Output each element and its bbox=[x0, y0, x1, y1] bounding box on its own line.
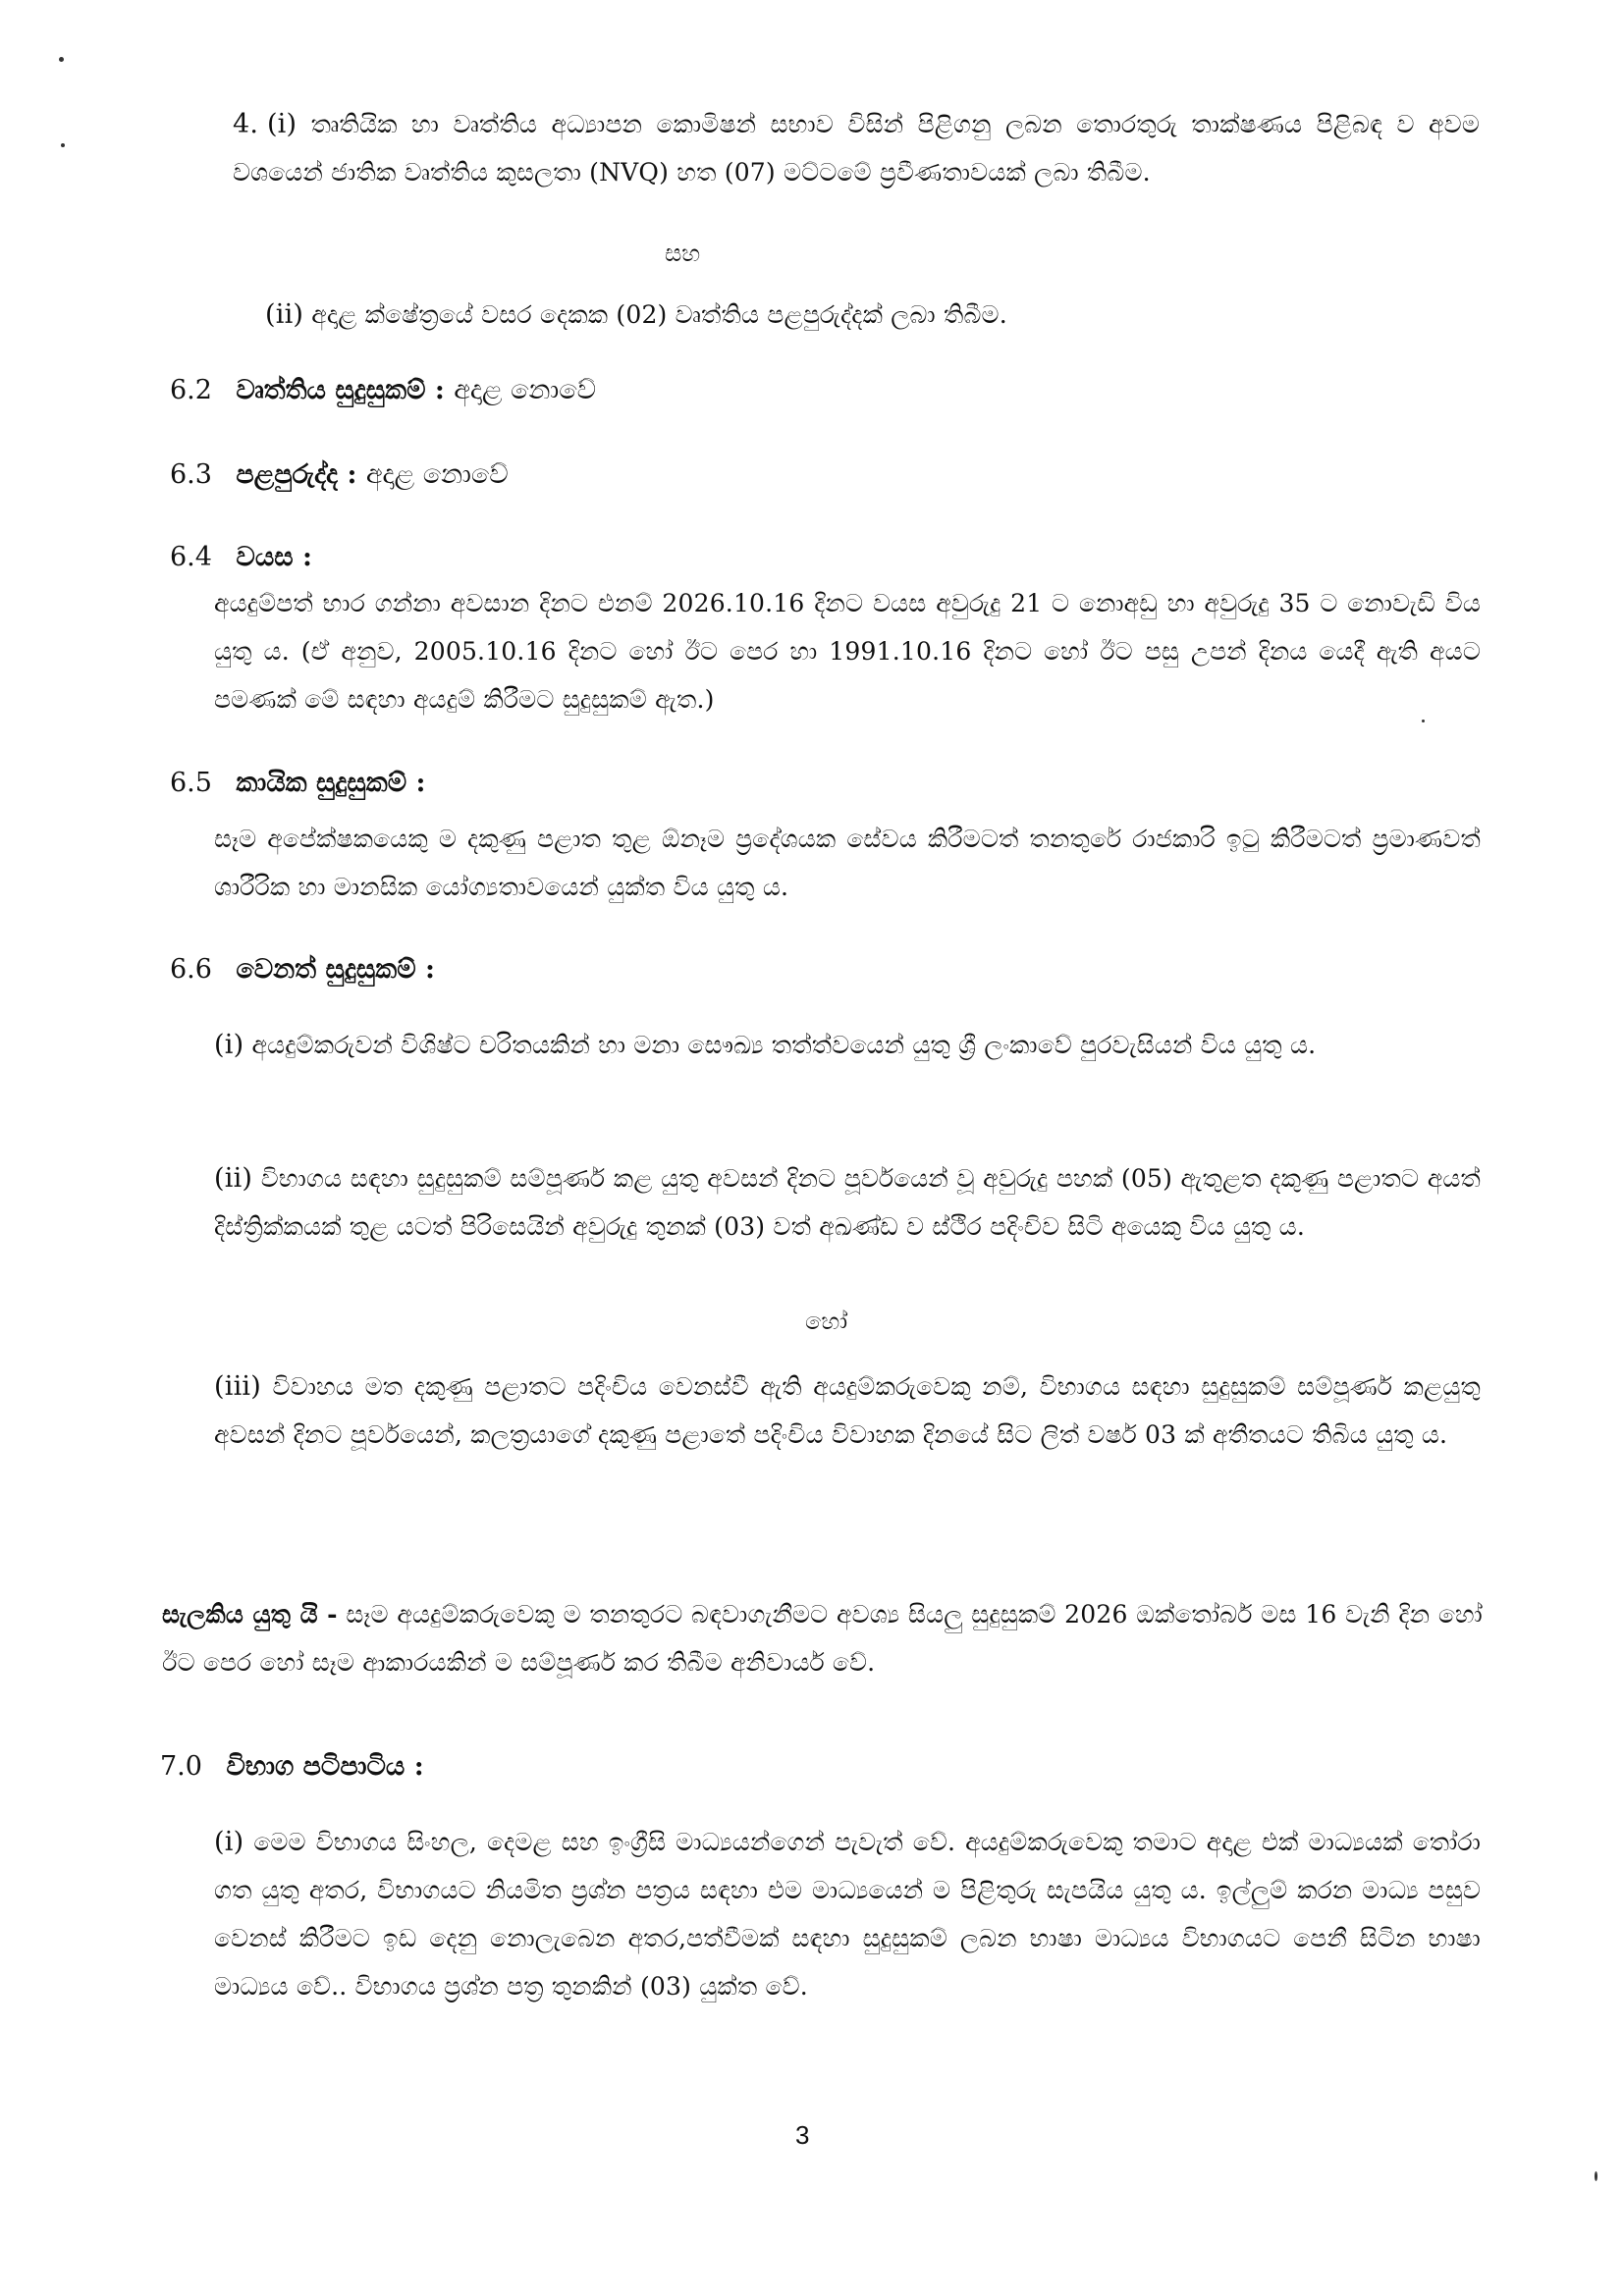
section-6-4-number: 6.4 bbox=[170, 542, 212, 572]
section-6-6-item-i bbox=[214, 1021, 1481, 1069]
item-4-part-ii-marker: (ii) bbox=[265, 299, 304, 330]
section-7-0-number: 7.0 bbox=[160, 1751, 202, 1782]
section-6-6-item-i-marker: (i) bbox=[214, 1030, 244, 1060]
section-6-6-item-iii bbox=[214, 1362, 1481, 1459]
section-6-6-item-ii-marker: (ii) bbox=[214, 1163, 253, 1194]
page-number: 3 bbox=[795, 2120, 810, 2150]
section-6-6-item-iii-text: විවාහය මත දකුණු පළාතට පදිංචිය වෙනස්වී ඇති අයදුම්කරුවෙකු නම්, විභාගය සඳහා සුදුසුකම් සම්පූර්ණ කළයුතු අවසන් දිනට පූර්වයෙන්, කලත්‍රයාගේ දකුණු පළාතේ පදිංචිය විවාහක දිනයේ සිට ලිත් වර්ෂ 03 ක් අතීතයට තිබිය යුතු ය. bbox=[214, 1372, 1481, 1449]
section-6-6-number: 6.6 bbox=[170, 954, 212, 985]
section-6-3-value: අදාළ නොවේ bbox=[365, 459, 509, 490]
section-6-5-text: සෑම අපේක්ෂකයෙකු ම දකුණු පළාත තුළ ඕනෑම ප්‍රදේශයක සේවය කිරීමටත් තනතුරේ රාජකාරි ඉටු කිරීමටත් ප්‍රමාණවත් ශාරීරික හා මානසික යෝග්‍යතාවයෙන් යුක්ත විය යුතු ය. bbox=[214, 825, 1481, 901]
section-6-6-item-i-text: අයදුම්කරුවන් විශිෂ්ට චරිතයකින් හා මනා සෞඛ්‍ය තත්ත්වයෙන් යුතු ශ්‍රී ලංකාවේ පුරවැසියන් විය යුතු ය. bbox=[251, 1031, 1317, 1059]
important-note-label: සැලකිය යුතු යි - bbox=[162, 1600, 338, 1629]
section-7-0-title: විභාග පටිපාටිය : bbox=[226, 1751, 424, 1782]
section-6-5-number: 6.5 bbox=[170, 768, 212, 798]
section-7-0 bbox=[160, 1747, 424, 1787]
section-6-4-title: වයස : bbox=[236, 542, 313, 572]
scan-speck bbox=[59, 57, 64, 62]
section-7-0-item-i-text: මෙම විභාගය සිංහල, දෙමළ සහ ඉංග්‍රීසි මාධ්‍යයන්ගෙන් පැවැත් වේ. අයදුම්කරුවෙකු තමාට අදාළ එක් මාධ්‍යයක් තෝරා ගත යුතු අතර, විභාගයට නියමිත ප්‍රශ්න පත්‍රය සඳහා එම මාධ්‍යයෙන් ම පිළිතුරු සැපයිය යුතු ය. ඉල්ලුම් කරන මාධ්‍ය පසුව වෙනස් කිරීමට ඉඩ දෙනු නොලැබෙන අතර,පත්වීමක් සඳහා සුදුසුකම් ලබන භාෂා මාධ්‍යය විභාගයට පෙනී සිටින භාෂා මාධ්‍යය වේ.. විභාගය ප්‍රශ්න පත්‍ර තුනකින් (03) යුක්ත වේ. bbox=[214, 1828, 1481, 2001]
section-6-6-connector: හෝ bbox=[805, 1308, 848, 1335]
item-4-part-ii bbox=[265, 291, 1483, 339]
section-6-4 bbox=[170, 538, 312, 577]
scan-speck bbox=[61, 143, 65, 147]
item-4-part-i-text: තෘතියික හා වෘත්තිය අධ්‍යාපන කොමිෂන් සභාව විසින් පිළිගනු ලබන තොරතුරු තාක්ෂණය පිළිබඳ ව අවම වශයෙන් ජාතික වෘත්තිය කුසලතා (NVQ) හත (07) මට්ටමේ ප්‍රවීණතාවයක් ලබා තිබීම. bbox=[233, 110, 1480, 187]
section-6-5 bbox=[170, 764, 425, 803]
section-6-6-item-ii-text: විභාගය සඳහා සුදුසුකම් සම්පූර්ණ කළ යුතු අවසන් දිනට පූර්වයෙන් වූ අවුරුදු පහක් (05) ඇතුළත දකුණු පළාතට අයත් දිස්ත්‍රික්කයක් තුළ යටත් පිරිසෙයින් අවුරුදු තුනක් (03) වත් අඛණ්ඩ ව ස්ථිර පදිංචිව සිටි අයෙකු විය යුතු ය. bbox=[214, 1164, 1481, 1241]
section-6-4-text: අයදුම්පත් භාර ගන්නා අවසාන දිනට එනම් 2026.10.16 දිනට වයස අවුරුදු 21 ට නොඅඩු හා අවුරුදු 35 ට නොවැඩි විය යුතු ය. (ඒ අනුව, 2005.10.16 දිනට හෝ ඊට පෙර හා 1991.10.16 දිනට හෝ ඊට පසු උපන් දිනය යෙදී ඇති අයට පමණක් මේ සඳහා අයදුම් කිරීමට සුදුසුකම් ඇත.) bbox=[214, 589, 1481, 714]
section-7-0-item-i-marker: (i) bbox=[214, 1827, 244, 1857]
section-6-6-item-iii-marker: (iii) bbox=[214, 1371, 261, 1402]
section-7-0-item-i bbox=[214, 1818, 1481, 2010]
section-6-3 bbox=[170, 455, 509, 495]
important-note-text: සෑම අයදුම්කරුවෙකු ම තනතුරට බඳවාගැනීමට අවශ්‍ය සියලු සුදුසුකම් 2026 ඔක්තෝබර් මස 16 වැනි දින හෝ ඊට පෙර හෝ සෑම ආකාරයකින් ම සම්පූර්ණ කර තිබීම අනිවාර්ය වේ. bbox=[162, 1600, 1483, 1677]
section-6-3-number: 6.3 bbox=[170, 459, 212, 490]
section-6-6-title: වෙනත් සුදුසුකම් : bbox=[236, 954, 435, 985]
item-4-part-ii-text: අදාළ ක්ෂේත්‍රයේ වසර දෙකක (02) වෘත්තිය පළපුරුද්දක් ලබා තිබීම. bbox=[311, 300, 1007, 329]
item-4-connector: සහ bbox=[665, 240, 701, 267]
section-6-3-title: පළපුරුද්ද : bbox=[236, 459, 357, 490]
section-6-2 bbox=[170, 371, 596, 410]
scan-speck bbox=[1595, 2171, 1597, 2181]
section-6-6-item-ii bbox=[214, 1154, 1481, 1251]
section-6-2-title: වෘත්තිය සුදුසුකම් : bbox=[236, 375, 445, 405]
section-6-2-value: අදාළ නොවේ bbox=[454, 375, 597, 405]
important-note bbox=[162, 1590, 1483, 1686]
section-6-6 bbox=[170, 950, 435, 989]
item-4-part-i-marker: 4. (i) bbox=[233, 109, 298, 139]
section-6-2-number: 6.2 bbox=[170, 375, 212, 405]
section-6-5-title: කායික සුදුසුකම් : bbox=[236, 768, 426, 798]
item-4-part-i bbox=[233, 100, 1480, 196]
